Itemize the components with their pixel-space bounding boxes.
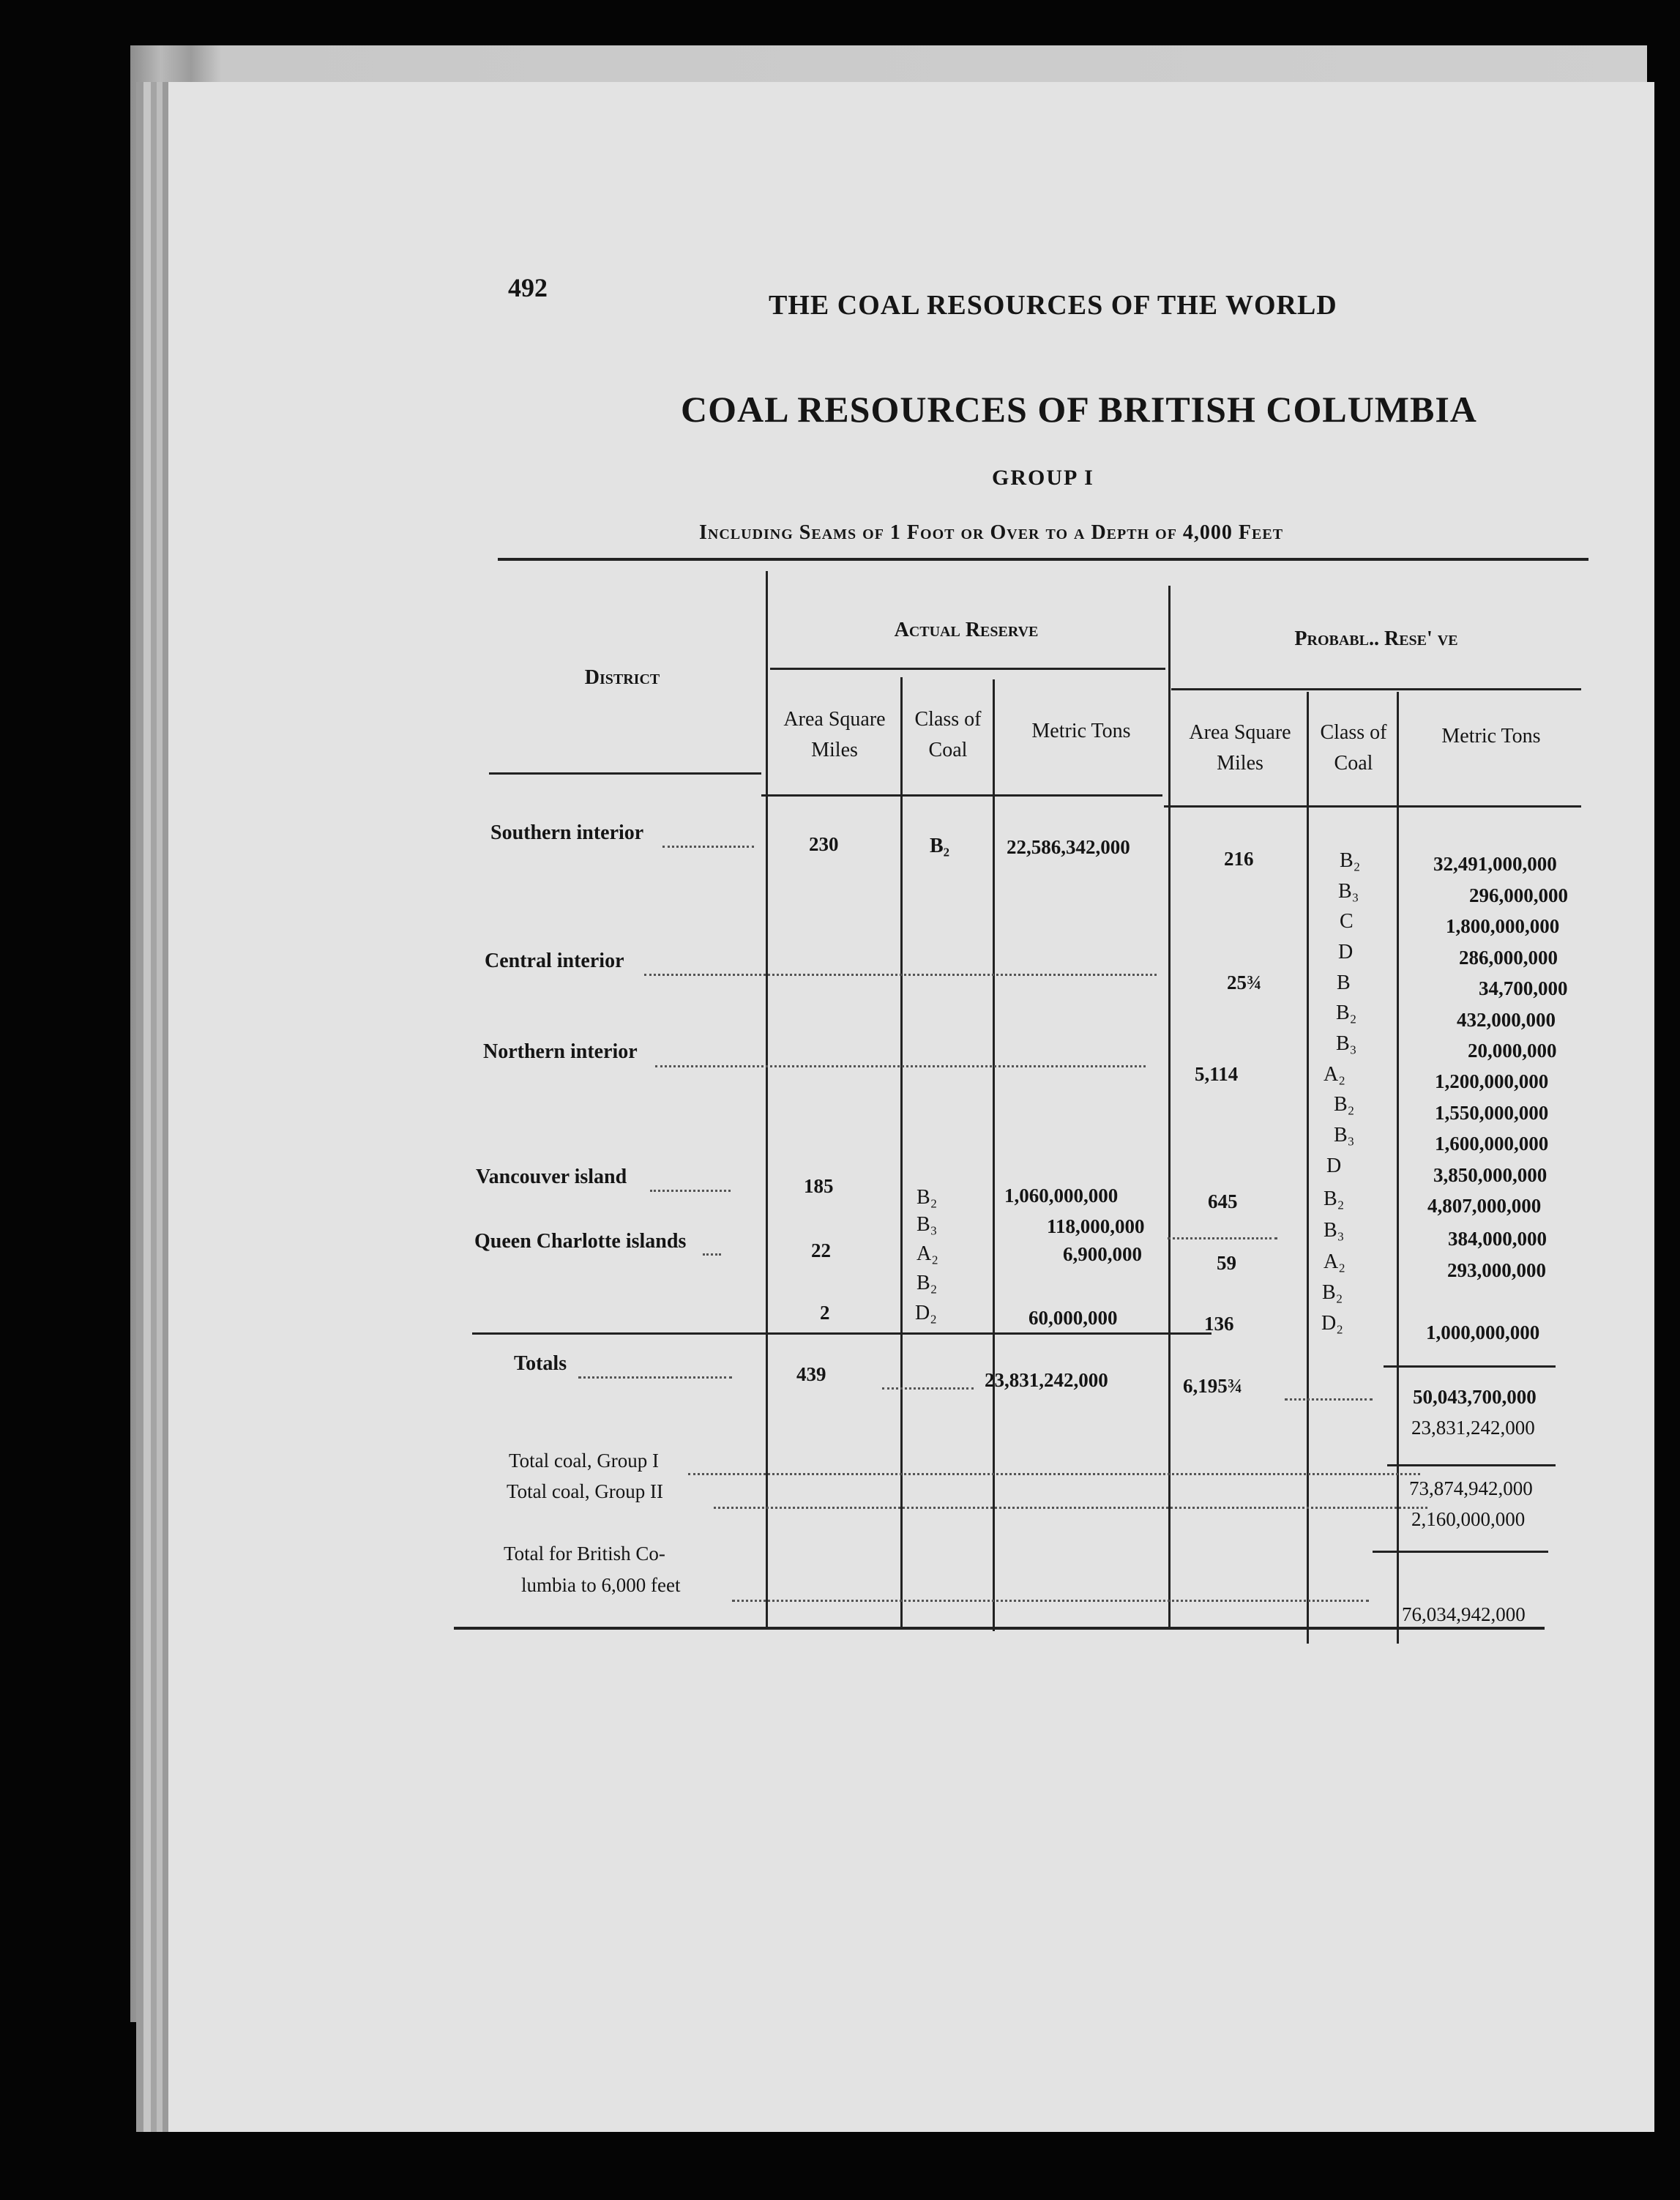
actual-area-header: Area Square Miles xyxy=(783,708,886,761)
probable-class-item: D xyxy=(1326,1155,1342,1177)
summary-group2-label: Total coal, Group II xyxy=(507,1480,664,1502)
probable-area-queen-charlotte-2: 136 xyxy=(1204,1313,1234,1335)
actual-class-vancouver-1: B₂ xyxy=(916,1186,938,1209)
actual-area-queen-charlotte: 22 xyxy=(811,1239,831,1261)
probable-area-southern: 216 xyxy=(1224,848,1254,870)
leader-dots xyxy=(688,1473,1420,1475)
probable-area-northern: 5,114 xyxy=(1195,1063,1239,1085)
col-divider-actual-area xyxy=(900,677,903,1629)
actual-tons-southern: 22,586,342,000 xyxy=(1007,836,1130,858)
leader-dots xyxy=(1168,1237,1277,1239)
probable-tons-item: 384,000,000 xyxy=(1448,1228,1547,1250)
probable-area-header: Area Square Miles xyxy=(1189,721,1291,775)
summary-bc-label-1: Total for British Co- xyxy=(504,1543,665,1565)
running-head: THE COAL RESOURCES OF THE WORLD xyxy=(769,290,1337,321)
probable-class-item: B₂ xyxy=(1340,849,1361,872)
leader-dots xyxy=(732,1600,1369,1602)
probable-tons-item: 3,850,000,000 xyxy=(1433,1164,1548,1186)
district-central-interior: Central interior xyxy=(485,950,624,972)
probable-class-header: Class of Coal xyxy=(1320,721,1387,775)
leader-dots xyxy=(644,974,1157,976)
totals-actual-tons: 23,831,242,000 xyxy=(985,1369,1108,1391)
actual-tons-queen-charlotte: 6,900,000 xyxy=(1063,1243,1142,1265)
col-divider-district xyxy=(766,571,768,1629)
col-divider-probable-class xyxy=(1397,692,1399,1644)
col-divider-actual-class xyxy=(993,679,995,1631)
actual-tons-header: Metric Tons xyxy=(1031,720,1131,742)
table-subtitle: Including Seams of 1 Foot or Over to a Depth of 4,000 Feet xyxy=(699,521,1284,544)
summary-rule-1 xyxy=(1387,1464,1556,1466)
district-southern-interior: Southern interior xyxy=(490,821,644,844)
probable-tons-item: 296,000,000 xyxy=(1469,884,1568,906)
probable-class-item: B₃ xyxy=(1334,1124,1355,1146)
leader-dots xyxy=(714,1507,1427,1509)
actual-header-rule xyxy=(770,668,1165,670)
probable-class-item: D₂ xyxy=(1321,1312,1343,1335)
actual-reserve-header: Actual Reserve xyxy=(894,619,1039,641)
probable-tons-item: 1,800,000,000 xyxy=(1446,915,1560,937)
probable-class-item: B₃ xyxy=(1336,1032,1357,1055)
probable-tons-item: 432,000,000 xyxy=(1457,1009,1556,1031)
probable-tons-item: 1,600,000,000 xyxy=(1435,1133,1549,1155)
probable-tons-item: 293,000,000 xyxy=(1447,1259,1546,1281)
leader-dots xyxy=(578,1376,732,1379)
totals-probable-tons-actual: 23,831,242,000 xyxy=(1411,1417,1535,1439)
probable-class-item: B₃ xyxy=(1338,880,1359,903)
totals-actual-area: 439 xyxy=(796,1363,826,1385)
district-northern-interior: Northern interior xyxy=(483,1040,638,1063)
probable-sub-rule xyxy=(1164,805,1581,808)
probable-class-item: C xyxy=(1340,910,1354,933)
actual-class-header: Class of Coal xyxy=(914,708,982,761)
bottom-rule xyxy=(454,1627,1545,1630)
probable-tons-header: Metric Tons xyxy=(1441,725,1541,747)
probable-reserve-header: Probabl.. Rese' ve xyxy=(1294,627,1458,650)
probable-class-item: B₂ xyxy=(1322,1281,1343,1304)
probable-class-item: B xyxy=(1337,972,1351,994)
probable-tons-item: 1,200,000,000 xyxy=(1435,1070,1549,1092)
probable-tons-item: 4,807,000,000 xyxy=(1427,1195,1542,1217)
probable-class-item: B₂ xyxy=(1324,1187,1345,1210)
probable-tons-item: 1,550,000,000 xyxy=(1435,1102,1549,1124)
probable-area-queen-charlotte: 59 xyxy=(1217,1252,1236,1274)
probable-tons-item: 1,000,000,000 xyxy=(1426,1321,1540,1343)
table-title: COAL RESOURCES OF BRITISH COLUMBIA xyxy=(681,389,1477,430)
probable-tons-item: 34,700,000 xyxy=(1479,977,1568,999)
probable-area-central: 25¾ xyxy=(1227,972,1262,993)
group-label: GROUP I xyxy=(992,466,1094,490)
totals-label: Totals xyxy=(514,1352,567,1375)
leader-dots xyxy=(703,1253,721,1256)
probable-tons-item: 286,000,000 xyxy=(1459,947,1558,969)
actual-class-queen-charlotte-2: B₂ xyxy=(916,1272,938,1294)
leader-dots xyxy=(655,1065,1146,1067)
actual-area-vancouver: 185 xyxy=(804,1175,834,1197)
col-divider-probable-area xyxy=(1307,692,1309,1644)
probable-class-item: B₂ xyxy=(1336,1002,1357,1024)
probable-class-item: B₃ xyxy=(1324,1219,1345,1242)
actual-tons-vancouver-2: 118,000,000 xyxy=(1047,1215,1145,1237)
summary-group2-value: 2,160,000,000 xyxy=(1411,1508,1526,1530)
summary-group1-label: Total coal, Group I xyxy=(509,1450,660,1472)
leader-dots xyxy=(662,846,754,848)
district-header-rule xyxy=(489,772,761,775)
summary-rule-2 xyxy=(1373,1551,1548,1553)
actual-class-queen-charlotte-3: D₂ xyxy=(915,1302,937,1324)
district-header: District xyxy=(584,666,660,689)
actual-class-queen-charlotte-1: A₂ xyxy=(916,1242,938,1265)
actual-tons-vancouver-1: 1,060,000,000 xyxy=(1004,1185,1119,1207)
leader-dots xyxy=(650,1190,731,1192)
totals-probable-area: 6,195¾ xyxy=(1183,1375,1242,1397)
actual-class-southern: B₂ xyxy=(930,835,950,857)
actual-class-vancouver-2: B₃ xyxy=(916,1213,938,1236)
totals-probable-tons: 50,043,700,000 xyxy=(1413,1386,1537,1408)
probable-tons-item: 20,000,000 xyxy=(1468,1040,1557,1062)
summary-bc-label-2: lumbia to 6,000 feet xyxy=(521,1574,681,1596)
leader-dots xyxy=(1285,1398,1373,1401)
probable-header-rule xyxy=(1171,688,1581,690)
summary-group1-value: 73,874,942,000 xyxy=(1409,1477,1533,1499)
probable-totals-rule xyxy=(1384,1365,1556,1368)
summary-bc-value: 76,034,942,000 xyxy=(1402,1603,1526,1625)
district-queen-charlotte: Queen Charlotte islands xyxy=(474,1230,687,1253)
probable-tons-item: 32,491,000,000 xyxy=(1433,853,1557,875)
probable-class-item: B₂ xyxy=(1334,1093,1355,1116)
totals-rule xyxy=(472,1332,1212,1335)
probable-class-item: A₂ xyxy=(1324,1063,1345,1086)
page-number: 492 xyxy=(508,273,548,302)
actual-tons-queen-charlotte-2: 60,000,000 xyxy=(1028,1307,1118,1329)
probable-class-item: D xyxy=(1338,941,1354,963)
actual-area-queen-charlotte-2: 2 xyxy=(820,1302,830,1324)
probable-class-item: A₂ xyxy=(1324,1250,1345,1273)
district-vancouver-island: Vancouver island xyxy=(476,1166,627,1188)
probable-area-vancouver: 645 xyxy=(1208,1190,1238,1212)
actual-sub-rule xyxy=(761,794,1162,797)
actual-area-southern: 230 xyxy=(809,833,839,855)
top-rule xyxy=(498,558,1588,561)
leader-dots xyxy=(882,1387,974,1390)
